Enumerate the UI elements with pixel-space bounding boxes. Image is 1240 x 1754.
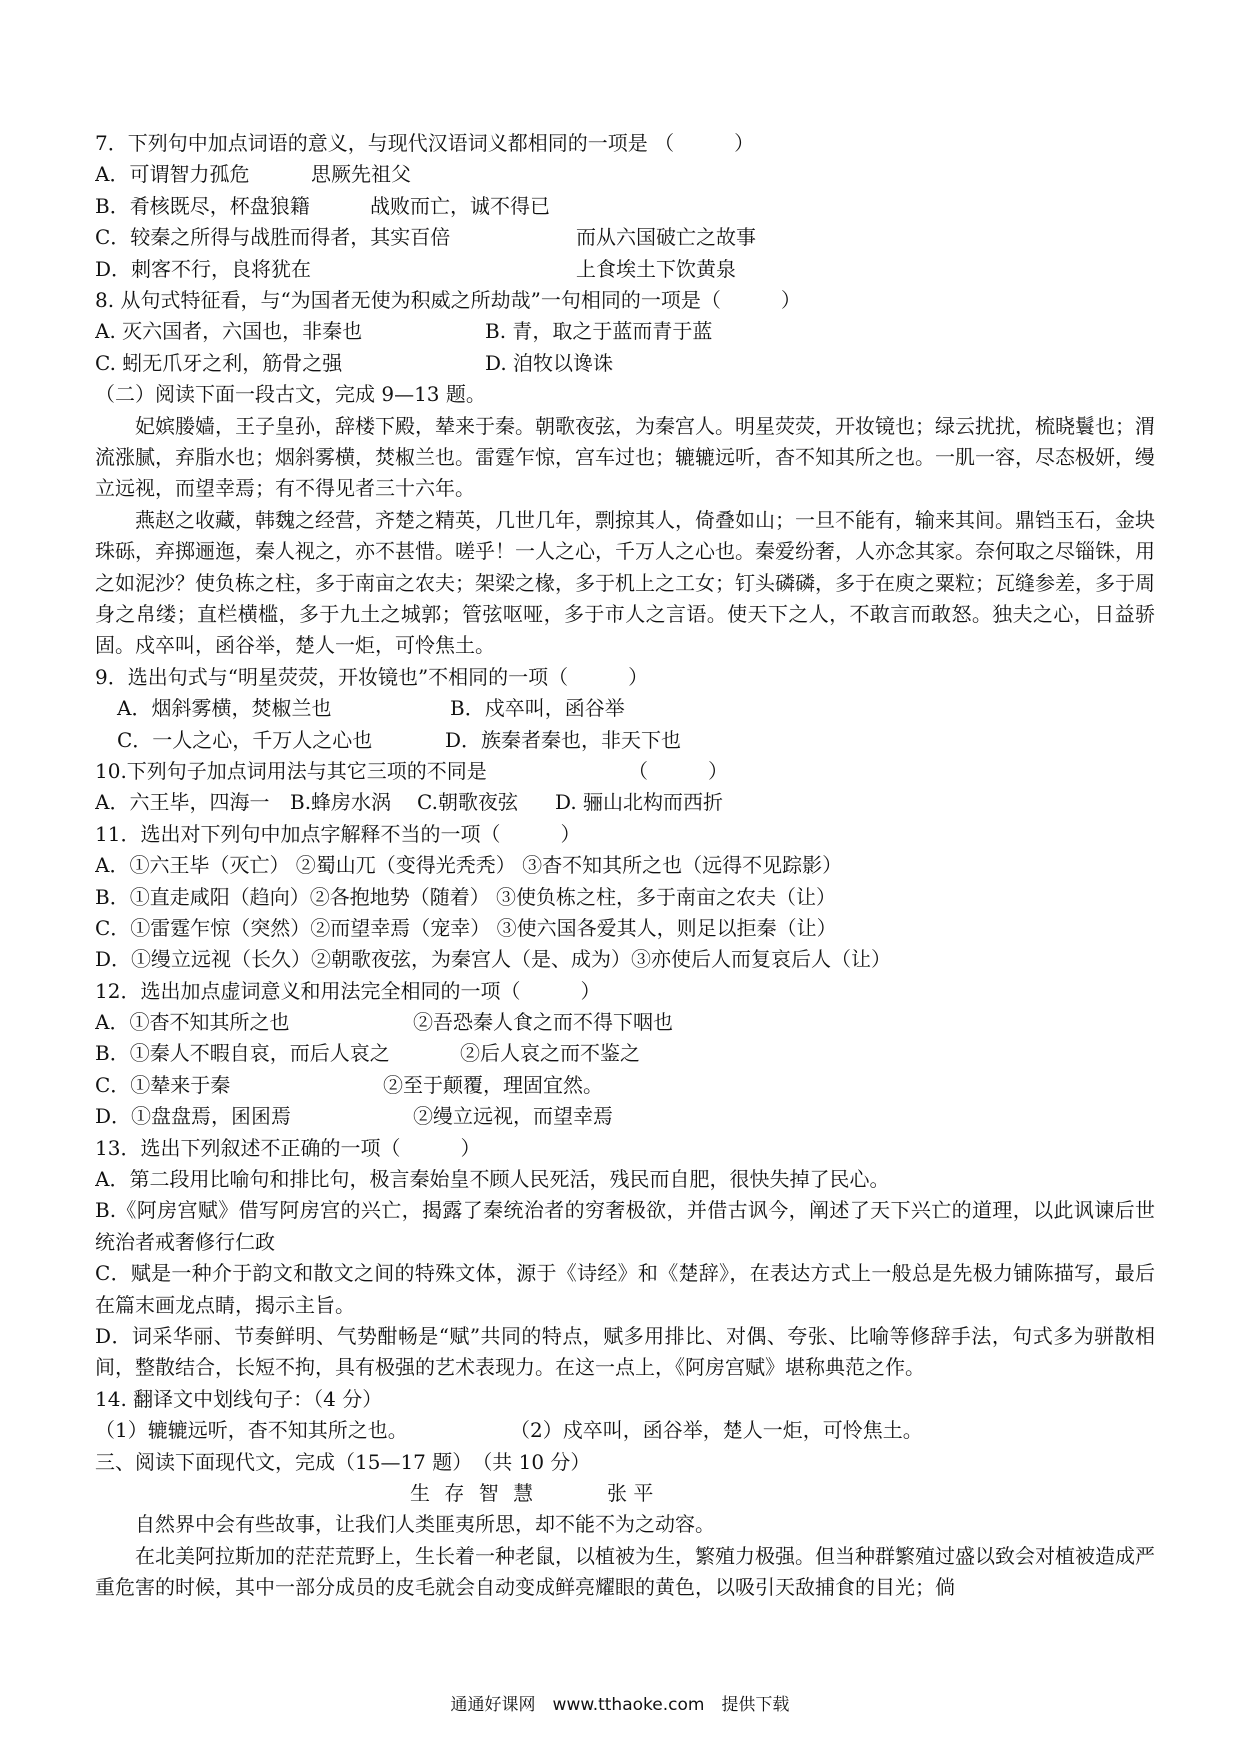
q12-c-right: ②至于颠覆，理固宜然。 [383, 1072, 603, 1097]
q12-d-right: ②缦立远视，而望幸焉 [413, 1104, 613, 1129]
q13-option-a: A．第二段用比喻句和排比句，极言秦始皇不顾人民死活，残民而自肥，很快失掉了民心。 [95, 1167, 890, 1192]
q7-b-left: B．肴核既尽，杯盘狼籍 [95, 193, 310, 218]
q9-stem: 9．选出句式与“明星荧荧，开妆镜也”不相同的一项（ ） [95, 664, 649, 689]
q9-options-row2 [95, 725, 1155, 756]
q8-options-row2 [95, 348, 1155, 379]
q9-option-d: D．族秦者秦也，非天下也 [445, 727, 682, 752]
q8-stem: 8. 从句式特征看，与“为国者无使为积威之所劫哉”一句相同的一项是（ ） [95, 287, 801, 312]
q7-b-right: 战败而亡，诚不得已 [370, 193, 550, 218]
q11-option-b: B．①直走咸阳（趋向）②各抱地势（随着） ③使负栋之柱，多于南亩之农夫（让） [95, 884, 837, 909]
q10-option-b: B.蜂房水涡 [290, 790, 392, 815]
q7-a-right: 思厥先祖父 [311, 162, 411, 187]
q12-stem: 12．选出加点虚词意义和用法完全相同的一项（ ） [95, 978, 601, 1003]
q7-d-right: 上食埃土下饮黄泉 [576, 256, 736, 281]
q13-option-c: C．赋是一种介于韵文和散文之间的特殊文体，源于《诗经》和《楚辞》，在表达方式上一般总是先极力铺陈描写，最后在篇末画龙点睛，揭示主旨。 [95, 1261, 1155, 1317]
modern-author: 张 平 [607, 1481, 654, 1506]
q12-b-right: ②后人哀之而不鉴之 [460, 1041, 640, 1066]
q10-option-a: A．六王毕，四海一 [95, 790, 270, 815]
q11-option-a: A．①六王毕（灭亡） ②蜀山兀（变得光秃秃） ③杳不知其所之也（远得不见踪影） [95, 853, 843, 878]
modern-paragraph-2: 在北美阿拉斯加的茫茫荒野上，生长着一种老鼠，以植被为生，繁殖力极强。但当种群繁殖过盛以致会对植被造成严重危害的时候，其中一部分成员的皮毛就会自动变成鲜亮耀眼的黄色，以吸引天敌捕食的目光；倘 [95, 1543, 1155, 1600]
passage-paragraph-2: 燕赵之收藏，韩魏之经营，齐楚之精英，几世几年，剽掠其人，倚叠如山；一旦不能有，输来其间。鼎铛玉石，金块珠砾，弃掷逦迤，秦人视之，亦不甚惜。嗟乎！一人之心，千万人之心也。秦爱纷奢，人亦念其家。奈何取之尽锱铢，用之如泥沙？使负栋之柱，多于南亩之农夫；架梁之椽，多于机上之工女；钉头磷磷，多于在庾之粟粒；瓦缝参差，多于周身之帛缕；直栏横槛，多于九土之城郭；管弦呕哑，多于市人之言语。使天下之人，不敢言而敢怒。独夫之心，日益骄固。戍卒叫，函谷举，楚人一炬，可怜焦土。 [95, 507, 1155, 658]
q7-c-right: 而从六国破亡之故事 [576, 225, 756, 250]
q8-option-c: C. 蚓无爪牙之利，筋骨之强 [95, 350, 343, 375]
q10-option-d: D. 骊山北构而西折 [555, 790, 724, 815]
q7-option-c [95, 222, 1155, 253]
q8-options-row1 [95, 316, 1155, 347]
q11-stem: 11．选出对下列句中加点字解释不当的一项（ ） [95, 821, 581, 846]
exam-page [95, 128, 1155, 1604]
q14-sentence-2: （2）戍卒叫，函谷举，楚人一炬，可怜焦土。 [510, 1418, 923, 1443]
q7-option-b [95, 191, 1155, 222]
modern-title: 生 存 智 慧 [410, 1481, 538, 1506]
q12-a-right: ②吾恐秦人食之而不得下咽也 [413, 1010, 673, 1035]
q7-d-left: D．刺客不行，良将犹在 [95, 256, 312, 281]
modern-title-row [95, 1478, 1155, 1509]
q13-option-b: B.《阿房宫赋》借写阿房宫的兴亡，揭露了秦统治者的穷奢极欲，并借古讽今，阐述了天下兴亡的道理，以此讽谏后世统治者戒奢修行仁政 [95, 1198, 1155, 1254]
q12-option-d [95, 1101, 1155, 1132]
q12-option-c [95, 1070, 1155, 1101]
q11-option-d: D．①缦立远视（长久）②朝歌夜弦，为秦宫人（是、成为）③亦使后人而复哀后人（让） [95, 947, 892, 972]
q8-option-b: B. 青，取之于蓝而青于蓝 [485, 319, 713, 344]
section2-heading: （二）阅读下面一段古文，完成 9—13 题。 [95, 382, 486, 407]
q9-option-b: B．戍卒叫，函谷举 [450, 696, 625, 721]
q10-option-c: C.朝歌夜弦 [417, 790, 518, 815]
q12-option-a [95, 1007, 1155, 1038]
q7-option-a [95, 159, 1155, 190]
passage-paragraph-1: 妃嫔媵嫱，王子皇孙，辞楼下殿，辇来于秦。朝歌夜弦，为秦宫人。明星荧荧，开妆镜也；绿云扰扰，梳晓鬟也；渭流涨腻，弃脂水也；烟斜雾横，焚椒兰也。雷霆乍惊，宫车过也；辘辘远听，杳不知其所之也。一肌一容，尽态极妍，缦立远视，而望幸焉；有不得见者三十六年。 [95, 413, 1155, 501]
q9-option-a: A．烟斜雾横，焚椒兰也 [117, 696, 332, 721]
q11-option-c: C．①雷霆乍惊（突然）②而望幸焉（宠幸） ③使六国各爱其人，则足以拒秦（让） [95, 915, 837, 940]
q10-stem-row [95, 756, 1155, 787]
q7-stem: 7．下列句中加点词语的意义，与现代汉语词义都相同的一项是 （ ） [95, 131, 755, 155]
q10-options [95, 787, 1155, 818]
q14-stem: 14. 翻译文中划线句子：（4 分） [95, 1386, 383, 1411]
q12-b-left: B．①秦人不暇自哀，而后人哀之 [95, 1041, 390, 1066]
q7-c-left: C．较秦之所得与战胜而得者，其实百倍 [95, 225, 451, 250]
modern-paragraph-1: 自然界中会有些故事，让我们人类匪夷所思，却不能不为之动容。 [135, 1512, 715, 1537]
q12-option-b [95, 1038, 1155, 1069]
q10-answer-paren: （ ） [628, 758, 728, 783]
q12-d-left: D．①盘盘焉，囷囷焉 [95, 1104, 292, 1129]
q14-sentence-1: （1）辘辘远听，杳不知其所之也。 [95, 1418, 408, 1443]
q13-option-d: D．词采华丽、节奏鲜明、气势酣畅是“赋”共同的特点，赋多用排比、对偶、夸张、比喻等修辞手法，句式多为骈散相间，整散结合，长短不拘，具有极强的艺术表现力。在这一点上，《阿房宫赋》堪称典范之作。 [95, 1324, 1155, 1380]
q8-option-a: A. 灭六国者，六国也，非秦也 [95, 319, 363, 344]
q7-a-left: A．可谓智力孤危 [95, 162, 250, 187]
section3-heading: 三、阅读下面现代文，完成（15—17 题） （共 10 分） [95, 1449, 591, 1474]
q12-c-left: C．①辇来于秦 [95, 1072, 231, 1097]
q10-stem: 10.下列句子加点词用法与其它三项的不同是 [95, 758, 487, 783]
q9-options-row1 [95, 693, 1155, 724]
q12-a-left: A．①杳不知其所之也 [95, 1010, 290, 1035]
page-footer: 通通好课网 www.tthaoke.com 提供下载 [450, 1695, 790, 1715]
q8-option-d: D. 洎牧以谗诛 [485, 350, 614, 375]
q13-stem: 13．选出下列叙述不正确的一项（ ） [95, 1135, 481, 1160]
q9-option-c: C．一人之心，千万人之心也 [117, 727, 373, 752]
q7-option-d [95, 254, 1155, 285]
q14-sentences [95, 1415, 1155, 1446]
